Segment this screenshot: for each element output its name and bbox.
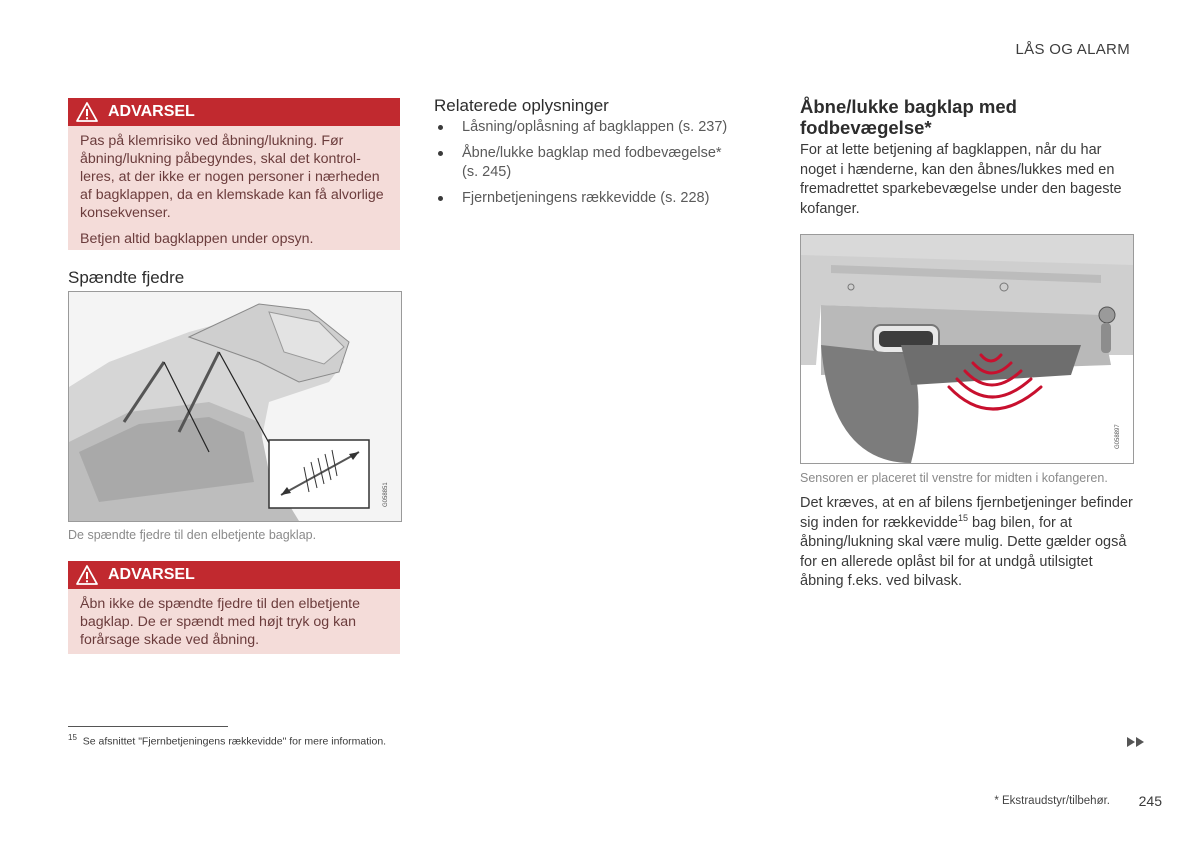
related-info-list [434,118,754,215]
footnote-ref[interactable]: 15 [957,512,968,523]
related-link[interactable]: Åbne/lukke bagklap med fodbevægelse* (s. 245) [434,144,732,182]
springs-figure [68,291,402,522]
warning-header [68,561,400,589]
warning-text: Betjen altid bagklappen under opsyn. [80,231,314,247]
intro-paragraph: For at lette betjening af bagklappen, når du har noget i hænderne, kan den åbnes/lukkes med en fremadrettet sparkebevægelse under den bageste kofanger. [800,142,1122,217]
page-title: Åbne/lukke bagklap med fodbevægelse* [800,96,1017,138]
springs-figure-caption: De spændte fjedre til den elbetjente bagklap. [68,528,317,542]
accessory-note: * Ekstraudstyr/tilbehør. [994,795,1110,807]
warning-text: Pas på klemrisiko ved åbning/lukning. Før åbning/lukning påbegyndes, skal det kontrolleres, at der ikke er nogen personer i nærheden af bagklappen, da en klemskade kan få alvorlige konsekvenser. [80,133,384,221]
sensor-figure [800,234,1134,464]
related-link[interactable]: Låsning/oplåsning af bagklappen (s. 237) [434,118,754,137]
bumper-sensor-illustration [801,235,1133,463]
page-number: 245 [1138,793,1162,809]
footnote [68,733,386,748]
range-text-start: Det kræves, at en af bilens fjernbetjeninger befinder sig inden for rækkevidde [800,495,1133,531]
tailgate-illustration [69,292,401,521]
range-paragraph [800,494,1134,592]
warning-title: ADVARSEL [108,566,195,583]
footnote-rule [68,726,228,727]
figure-code: G058897 [1115,424,1121,449]
sensor-figure-caption: Sensoren er placeret til venstre for midten i kofangeren. [800,471,1108,485]
warning-text: Åbn ikke de spændte fjedre til den elbetjente bagklap. De er spændt med højt tryk og kan forårsage skade ved åbning. [80,596,360,648]
warning-box-springs [68,561,400,654]
double-triangle-right-icon[interactable] [1126,736,1146,748]
figure-code: G058851 [383,482,389,507]
footnote-text: Se afsnittet "Fjernbetjeningens rækkevidde" for mere information. [82,735,387,748]
warning-header [68,98,400,126]
warning-body [68,589,400,655]
range-text-end: bag bilen, for at åbning/lukning skal være mulig. Dette gælder også for en allerede oplåst bil for at undgå utilsigtet åbning f.eks. ved bilvask. [800,514,1127,589]
warning-title: ADVARSEL [108,103,195,120]
section-header: LÅS OG ALARM [1015,41,1130,58]
related-link[interactable]: Fjernbetjeningens rækkevidde (s. 228) [434,189,754,208]
warning-body [68,126,400,254]
springs-heading: Spændte fjedre [68,268,185,287]
warning-box-pinch [68,98,400,250]
related-info-title: Relaterede oplysninger [434,96,609,115]
warning-triangle-icon [76,102,98,122]
footnote-number: 15 [68,733,77,742]
warning-triangle-icon [76,565,98,585]
